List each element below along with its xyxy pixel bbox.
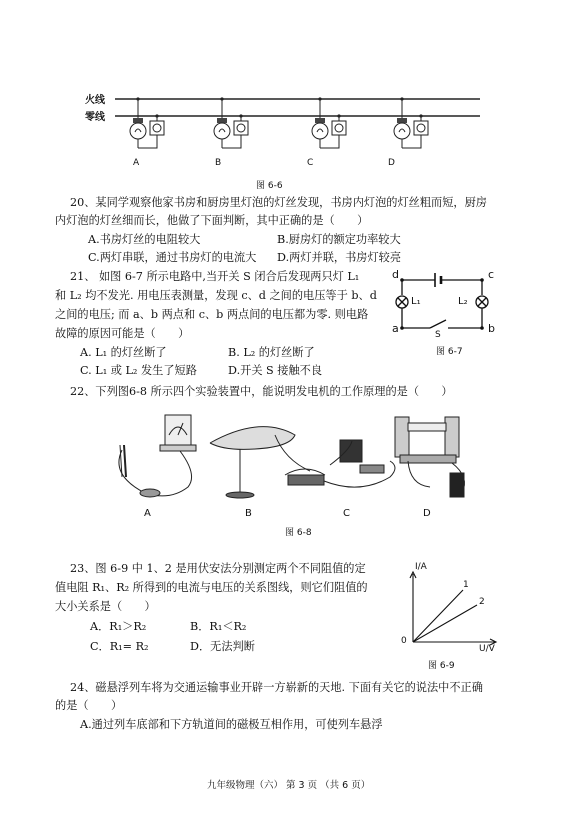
q21-stem-line1: 21、 如图 6-7 所示电路中,当开关 S 闭合后发现两只灯 L₁ <box>70 270 360 283</box>
option-a-label: A <box>133 158 140 168</box>
lamp-switch-unit <box>214 97 248 148</box>
q24-stem-line1: 24、磁悬浮列车将为交通运输事业开辟一方崭新的天地. 下面有关它的说法中不正确 <box>70 681 483 694</box>
option-a-label: A <box>144 508 151 519</box>
node-d-label: d <box>392 268 399 281</box>
q20-option-c: C.两灯串联，通过书房灯的电流大 <box>88 251 257 264</box>
option-c-label: C <box>307 158 314 168</box>
experiment-apparatus-drawings <box>90 405 490 510</box>
neutral-line-label: 零线 <box>85 112 105 123</box>
figure-6-9-caption: 图 6-9 <box>428 661 455 671</box>
figure-6-6 <box>0 0 580 190</box>
option-d-label: D <box>388 158 395 168</box>
q24-stem-line2: 的是（ ） <box>55 699 123 712</box>
figure-6-7-caption: 图 6-7 <box>436 347 463 357</box>
graph-origin: 0 <box>401 636 407 646</box>
lamp-l2-label: L₂ <box>458 296 468 307</box>
q21-option-b: B. L₂ 的灯丝断了 <box>228 346 315 359</box>
q24-option-a: A.通过列车底部和下方轨道间的磁极互相作用，可使列车悬浮 <box>80 718 383 731</box>
figure-6-8 <box>90 405 490 538</box>
graph-xlabel: U/V <box>479 644 495 654</box>
lamp-switch-unit <box>130 97 164 148</box>
q23-stem-line1: 23、图 6-9 中 1、2 是用伏安法分别测定两个不同阻值的定 <box>70 562 366 575</box>
q23-option-d: D．无法判断 <box>190 640 255 653</box>
option-b-label: B <box>215 158 222 168</box>
q21-option-a: A. L₁ 的灯丝断了 <box>80 346 167 359</box>
q23-option-c: C．R₁= R₂ <box>90 640 149 653</box>
q20-option-d: D.两灯并联，书房灯较亮 <box>277 251 402 264</box>
q21-stem-line3: 之间的电压; 而 a、b 两点和 c、b 两点间的电压都为零. 则电路 <box>55 308 369 321</box>
q20-stem-line2: 内灯泡的灯丝细而长，他做了下面判断，其中正确的是（ ） <box>55 214 369 227</box>
option-c-label: C <box>343 508 350 519</box>
line-1-label: 1 <box>463 580 469 590</box>
q21-stem-line2: 和 L₂ 均不发光. 用电压表测量，发现 c、d 之间的电压等于 b、d <box>55 289 377 302</box>
q21-option-d: D.开关 S 接触不良 <box>228 364 323 377</box>
q20-option-a: A.书房灯丝的电阻较大 <box>88 233 201 246</box>
figure-6-8-caption: 图 6-8 <box>285 528 312 538</box>
lamp-switch-unit <box>312 97 346 148</box>
q21-stem-line4: 故障的原因可能是（ ） <box>55 327 190 340</box>
node-b-label: b <box>488 322 495 335</box>
option-d-label: D <box>423 508 431 519</box>
q23-option-a: A．R₁＞R₂ <box>90 620 147 633</box>
node-a-label: a <box>392 322 399 335</box>
figure-6-6-caption: 图 6-6 <box>256 181 283 191</box>
q22-stem: 22、下列图6-8 所示四个实验装置中，能说明发电机的工作原理的是（ ） <box>70 385 453 398</box>
iu-graph <box>395 560 505 655</box>
fire-line-label: 火线 <box>85 95 105 106</box>
page-footer: 九年级物理（六） 第 3 页 （共 6 页） <box>207 780 371 791</box>
lamp-switch-unit <box>394 97 428 148</box>
lamp-l1-label: L₁ <box>411 296 421 307</box>
option-b-label: B <box>245 508 252 519</box>
q21-option-c: C. L₁ 或 L₂ 发生了短路 <box>80 364 197 377</box>
q20-option-b: B.厨房灯的额定功率较大 <box>277 233 401 246</box>
figure-6-7 <box>390 268 500 358</box>
figure-6-9 <box>395 560 505 672</box>
q23-stem-line2: 值电阻 R₁、R₂ 所得到的电流与电压的关系图线，则它们阻值的 <box>55 581 368 594</box>
q23-option-b: B．R₁＜R₂ <box>190 620 247 633</box>
node-c-label: c <box>488 268 495 281</box>
q20-stem-line1: 20、某同学观察他家书房和厨房里灯泡的灯丝发现，书房内灯泡的灯丝粗而短，厨房 <box>70 196 487 209</box>
line-2-label: 2 <box>479 597 485 607</box>
q23-stem-line3: 大小关系是（ ） <box>55 600 156 613</box>
graph-ylabel: I/A <box>415 562 427 572</box>
switch-s-label: S <box>435 330 441 340</box>
